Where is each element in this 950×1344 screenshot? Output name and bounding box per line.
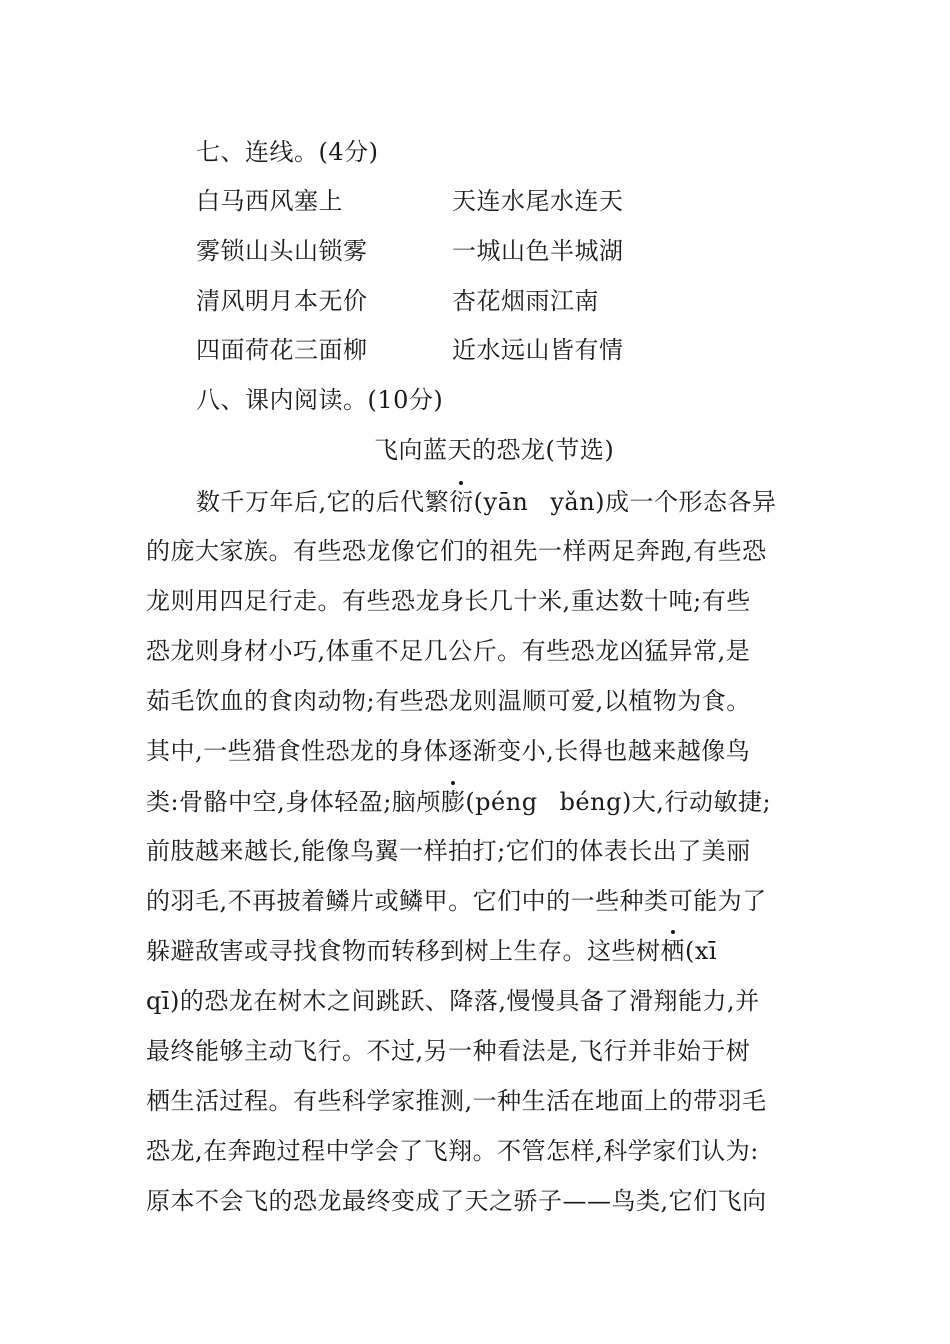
passage-line-6: 其中,一些猎食性恐龙的身体逐渐变小,长得也越来越像鸟 [146, 737, 751, 765]
section7-heading: 七、连线。(4分) [196, 138, 379, 166]
passage-line-1 [196, 487, 777, 517]
passage-line-9: 的羽毛,不再披着鳞片或鳞甲。它们中的一些种类可能为了 [146, 887, 767, 915]
section8-heading: 八、课内阅读。(10分) [196, 386, 444, 414]
pinyin-option: (xī [685, 937, 718, 965]
passage-text: béng)大,行动敏捷; [559, 788, 772, 816]
match-right-2: 一城山色半城湖 [452, 237, 624, 265]
passage-line-2: 的庞大家族。有些恐龙像它们的祖先一样两足奔跑,有些恐 [146, 537, 767, 565]
emphasis-char: 膨 [440, 788, 466, 816]
passage-line-14: 恐龙,在奔跑过程中学会了飞翔。不管怎样,科学家们认为: [146, 1137, 759, 1165]
passage-line-3: 龙则用四足行走。有些恐龙身长几十米,重达数十吨;有些 [146, 587, 751, 615]
match-left-2: 雾锁山头山锁雾 [196, 237, 368, 265]
passage-text: 躲避敌害或寻找食物而转移到树上生存。这些树 [146, 937, 661, 965]
passage-text: 数千万年后,它的后代繁 [196, 488, 450, 516]
passage-line-11: qī)的恐龙在树木之间跳跃、降落,慢慢具备了滑翔能力,并 [146, 987, 760, 1015]
passage-line-5: 茹毛饮血的食肉动物;有些恐龙则温顺可爱,以植物为食。 [146, 687, 751, 715]
emphasis-char: 栖 [660, 937, 685, 965]
match-left-4: 四面荷花三面柳 [196, 336, 368, 364]
match-right-3: 杏花烟雨江南 [452, 287, 599, 315]
match-left-1: 白马西风塞上 [196, 187, 343, 215]
match-left-3: 清风明月本无价 [196, 287, 368, 315]
passage-line-12: 最终能够主动飞行。不过,另一种看法是,飞行并非始于树 [146, 1037, 751, 1065]
match-right-1: 天连水尾水连天 [452, 187, 624, 215]
match-right-4: 近水远山皆有情 [452, 336, 624, 364]
passage-line-4: 恐龙则身材小巧,体重不足几公斤。有些恐龙凶猛异常,是 [146, 637, 751, 665]
passage-text: 类:骨骼中空,身体轻盈;脑颅 [146, 788, 441, 816]
passage-text: yǎn)成一个形态各异 [550, 488, 777, 516]
pinyin-option: (péng [465, 788, 538, 816]
passage-line-10 [146, 936, 717, 966]
emphasis-char: 衍 [449, 488, 474, 516]
passage-line-15: 原本不会飞的恐龙最终变成了天之骄子——鸟类,它们飞向 [146, 1187, 767, 1215]
passage-line-8: 前肢越来越长,能像鸟翼一样拍打;它们的体表长出了美丽 [146, 837, 751, 865]
passage-title: 飞向蓝天的恐龙(节选) [374, 436, 615, 464]
passage-line-13: 栖生活过程。有些科学家推测,一种生活在地面上的带羽毛 [146, 1087, 767, 1115]
pinyin-option: (yān [473, 488, 529, 516]
passage-line-7 [146, 787, 771, 817]
